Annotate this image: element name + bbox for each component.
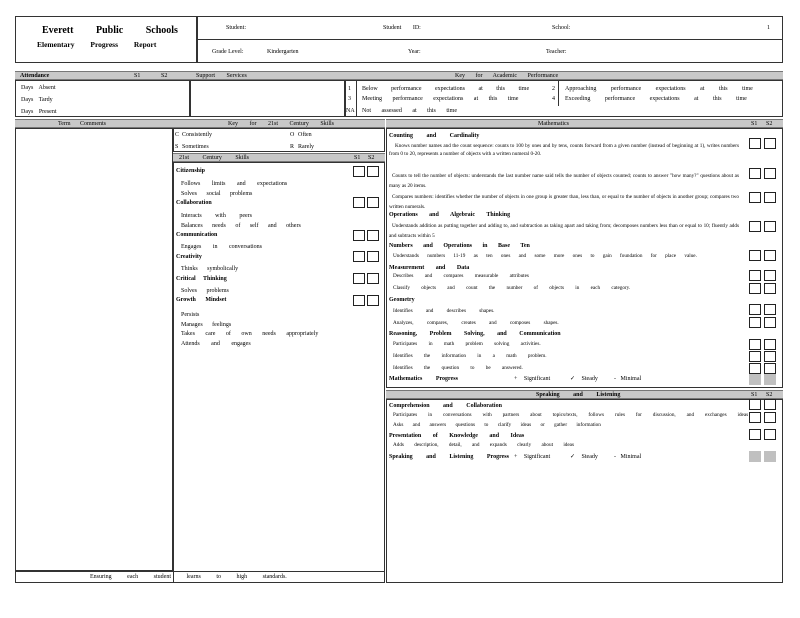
math-reasoning-item-3: Identifies the question to be answered. — [393, 365, 523, 371]
skills-21st-s1: S1 — [354, 155, 361, 161]
key-21st-text-c: Consistently — [182, 132, 213, 138]
math-measurement-2-s2-checkbox[interactable] — [764, 283, 776, 294]
math-counting-item-1: Knows number names and the count sequence: counts to 100 by ones and by tens, counts forward from a given number (instead of beginning at 1), writes numbers from 0 to 20, represents a number of objects with a written numeral 0-20. — [389, 143, 739, 157]
skills-21st-s2: S2 — [368, 155, 375, 161]
key-text-4: Exceeding performance expectations at this time — [565, 96, 747, 102]
math-base-ten-heading: Numbers and Operations in Base Ten — [389, 243, 530, 249]
key-academic-code-col-2 — [558, 80, 559, 106]
speaking-progress-steady: ✓ Steady — [570, 454, 598, 460]
math-progress-s2-box[interactable] — [764, 374, 776, 385]
math-progress-steady: ✓ Steady — [570, 376, 598, 382]
key-code-3: 3 — [348, 96, 351, 102]
math-geometry-1-s2-checkbox[interactable] — [764, 304, 776, 315]
skill-item: Follows limits and expectations — [181, 181, 288, 187]
comments-box — [15, 128, 173, 571]
key-text-2: Approaching performance expectations at this time — [565, 86, 753, 92]
key-21st-code-c: C — [175, 132, 180, 138]
key-academic-code-col — [356, 80, 357, 117]
math-geometry-item-1: Identifies and describes shapes. — [393, 308, 495, 314]
skill-item: Thinks symbolically — [181, 266, 239, 272]
speaking-comp-item-2: Asks and answers questions to clarify ideas or gather information — [393, 422, 601, 428]
student-label: Student: — [226, 25, 247, 31]
communication-s2-checkbox[interactable] — [367, 230, 379, 241]
attendance-row-present: Days Present — [21, 109, 57, 115]
key-21st-text-r: Rarely — [298, 144, 314, 150]
student-id-label: Student ID: — [383, 25, 421, 31]
grade-level-label: Grade Level: — [212, 49, 244, 55]
skill-item: Balances needs of self and others — [181, 223, 301, 229]
math-progress-significant: + Significant — [514, 376, 551, 382]
collaboration-s1-checkbox[interactable] — [353, 197, 365, 208]
skill-group-citizenship: Citizenship — [176, 168, 206, 174]
math-row-3-s1-checkbox[interactable] — [749, 192, 761, 203]
skill-item: Takes care of own needs appropriately — [181, 331, 319, 337]
math-reasoning-heading: Reasoning, Problem Solving, and Communication — [389, 331, 561, 337]
comments-title: Comments — [80, 121, 107, 127]
math-reasoning-2-s2-checkbox[interactable] — [764, 351, 776, 362]
critical-thinking-s1-checkbox[interactable] — [353, 273, 365, 284]
math-geometry-heading: Geometry — [389, 297, 415, 303]
growth-mindset-s2-checkbox[interactable] — [367, 295, 379, 306]
speaking-progress-label: Speaking and Listening Progress — [389, 454, 509, 460]
top-section-bar — [15, 71, 783, 80]
math-measurement-heading: Measurement and Data — [389, 265, 470, 271]
math-row-1-s2-checkbox[interactable] — [764, 138, 776, 149]
math-geometry-2-s1-checkbox[interactable] — [749, 317, 761, 328]
key-code-1: 1 — [348, 86, 351, 92]
math-geometry-1-s1-checkbox[interactable] — [749, 304, 761, 315]
skill-group-communication: Communication — [176, 232, 218, 238]
key-code-4: 4 — [552, 96, 555, 102]
collaboration-s2-checkbox[interactable] — [367, 197, 379, 208]
skill-group-growth-mindset: Growth Mindset — [176, 297, 227, 303]
speaking-comp-2-s1-checkbox[interactable] — [749, 412, 761, 423]
math-base-ten-item: Understands numbers 11-19 as ten ones and some more ones to gain foundation for place value. — [393, 253, 697, 259]
math-counting-heading: Counting and Cardinality — [389, 133, 480, 139]
math-s1: S1 — [751, 121, 758, 127]
key-21st-text-o: Often — [298, 132, 312, 138]
creativity-s1-checkbox[interactable] — [353, 251, 365, 262]
math-base-ten-s2-checkbox[interactable] — [764, 250, 776, 261]
speaking-progress-significant: + Significant — [514, 454, 551, 460]
key-code-na: NA — [346, 108, 355, 114]
support-title: Support Services — [196, 73, 247, 79]
math-operations-s1-checkbox[interactable] — [749, 221, 761, 232]
year-label: Year: — [408, 49, 421, 55]
speaking-progress-s2-box[interactable] — [764, 451, 776, 462]
footer-motto: Ensuring each student learns to high standards. — [90, 574, 287, 580]
speaking-comp-2-s2-checkbox[interactable] — [764, 412, 776, 423]
math-operations-heading: Operations and Algebraic Thinking — [389, 212, 511, 218]
speaking-presentation-s1-checkbox[interactable] — [749, 429, 761, 440]
growth-mindset-s1-checkbox[interactable] — [353, 295, 365, 306]
key-21st-code-o: O — [290, 132, 295, 138]
speaking-comp-s2-checkbox[interactable] — [764, 399, 776, 410]
skill-item: Interacts with peers — [181, 213, 252, 219]
speaking-s1: S1 — [751, 392, 758, 398]
math-geometry-item-2: Analyzes, compares, creates and composes shapes. — [393, 320, 559, 326]
citizenship-s1-checkbox[interactable] — [353, 166, 365, 177]
header-divider — [197, 39, 783, 40]
key-code-2: 2 — [552, 86, 555, 92]
comments-term: Term — [58, 121, 71, 127]
attendance-row-tardy: Days Tardy — [21, 97, 53, 103]
math-measurement-item-1: Describes and compares measurable attributes — [393, 273, 529, 279]
key-21st-title: Key for 21st Century Skills — [228, 121, 334, 127]
attendance-title: Attendance — [20, 73, 50, 79]
math-measurement-item-2: Classify objects and count the number of objects in each category. — [393, 285, 631, 291]
grade-level-value: Kindergarten — [267, 49, 299, 55]
speaking-comp-item-1: Participates in conversations with partners about topics/texts, follows rules for discussion, and exchanges ideas — [393, 412, 749, 418]
key-21st-code-s: S — [175, 144, 179, 150]
skill-item: Solves social problems — [181, 191, 253, 197]
speaking-s2: S2 — [766, 392, 773, 398]
speaking-presentation-s2-checkbox[interactable] — [764, 429, 776, 440]
math-bar — [386, 119, 783, 128]
attendance-s1: S1 — [134, 73, 141, 79]
math-reasoning-2-s1-checkbox[interactable] — [749, 351, 761, 362]
speaking-presentation-heading: Presentation of Knowledge and Ideas — [389, 433, 525, 439]
teacher-label: Teacher: — [546, 49, 567, 55]
math-row-1-s1-checkbox[interactable] — [749, 138, 761, 149]
math-counting-item-2: Counts to tell the number of objects: understands the last number name said tells the number of objects counted; counts to answer "how many?" questions about as many as 20 items. — [389, 173, 739, 189]
math-operations-item: Understands addition as putting together and adding to, and subtraction as taking apart and taking from; decomposes numbers less than or equal to 10; fluently adds and subtracts within 5 — [389, 223, 739, 239]
school-name: Everett Public Schools — [42, 25, 178, 36]
math-reasoning-3-s1-checkbox[interactable] — [749, 363, 761, 374]
math-progress-label: Mathematics Progress — [389, 376, 458, 382]
skill-group-collaboration: Collaboration — [176, 200, 212, 206]
page-number: 1 — [767, 25, 770, 31]
math-geometry-2-s2-checkbox[interactable] — [764, 317, 776, 328]
key-academic-title: Key for Academic Performance — [455, 73, 559, 79]
math-progress-minimal: - Minimal — [614, 376, 642, 382]
speaking-comp-heading: Comprehension and Collaboration — [389, 403, 502, 409]
speaking-presentation-item: Adds description, detail, and expands clearly about ideas — [393, 442, 574, 448]
math-row-3-s2-checkbox[interactable] — [764, 192, 776, 203]
key-text-3: Meeting performance expectations at this time — [362, 96, 519, 102]
key-text-na: Not assessed at this time — [362, 108, 457, 114]
math-base-ten-s1-checkbox[interactable] — [749, 250, 761, 261]
skill-item: Attends and engages — [181, 341, 251, 347]
math-row-2-s1-checkbox[interactable] — [749, 168, 761, 179]
math-reasoning-3-s2-checkbox[interactable] — [764, 363, 776, 374]
math-operations-s2-checkbox[interactable] — [764, 221, 776, 232]
skill-item: Manages feelings — [181, 322, 232, 328]
math-title: Mathematics — [538, 121, 569, 127]
key-21st-text-s: Sometimes — [182, 144, 209, 150]
attendance-row-absent: Days Absent — [21, 85, 56, 91]
math-reasoning-item-1: Participates in math problem solving activities. — [393, 341, 541, 347]
math-s2: S2 — [766, 121, 773, 127]
skill-item: Persists — [181, 312, 200, 318]
skill-item: Solves problems — [181, 288, 229, 294]
math-reasoning-1-s1-checkbox[interactable] — [749, 339, 761, 350]
communication-s1-checkbox[interactable] — [353, 230, 365, 241]
skills-21st-title: 21st Century Skills — [179, 155, 250, 161]
speaking-title: Speaking and Listening — [536, 392, 621, 398]
speaking-progress-s1-box[interactable] — [749, 451, 761, 462]
skill-item: Engages in conversations — [181, 244, 262, 250]
key-21st-code-r: R — [290, 144, 295, 150]
math-reasoning-item-2: Identifies the information in a math problem. — [393, 353, 547, 359]
math-reasoning-1-s2-checkbox[interactable] — [764, 339, 776, 350]
creativity-s2-checkbox[interactable] — [367, 251, 379, 262]
speaking-comp-s1-checkbox[interactable] — [749, 399, 761, 410]
math-measurement-1-s2-checkbox[interactable] — [764, 270, 776, 281]
math-row-2-s2-checkbox[interactable] — [764, 168, 776, 179]
math-progress-s1-box[interactable] — [749, 374, 761, 385]
math-counting-item-3: Compares numbers: identifies whether the number of objects in one group is greater than, less than, or equal to the number of objects in another group; compares two written numerals. — [389, 194, 739, 210]
critical-thinking-s2-checkbox[interactable] — [367, 273, 379, 284]
report-title: Elementary Progress Report — [37, 40, 157, 49]
attendance-s2: S2 — [161, 73, 168, 79]
citizenship-s2-checkbox[interactable] — [367, 166, 379, 177]
key-text-1: Below performance expectations at this time — [362, 86, 530, 92]
speaking-progress-minimal: - Minimal — [614, 454, 642, 460]
skill-group-creativity: Creativity — [176, 254, 202, 260]
skill-group-critical-thinking: Critical Thinking — [176, 276, 227, 282]
math-measurement-2-s1-checkbox[interactable] — [749, 283, 761, 294]
school-label: School: — [552, 25, 571, 31]
math-measurement-1-s1-checkbox[interactable] — [749, 270, 761, 281]
support-box — [190, 80, 345, 117]
